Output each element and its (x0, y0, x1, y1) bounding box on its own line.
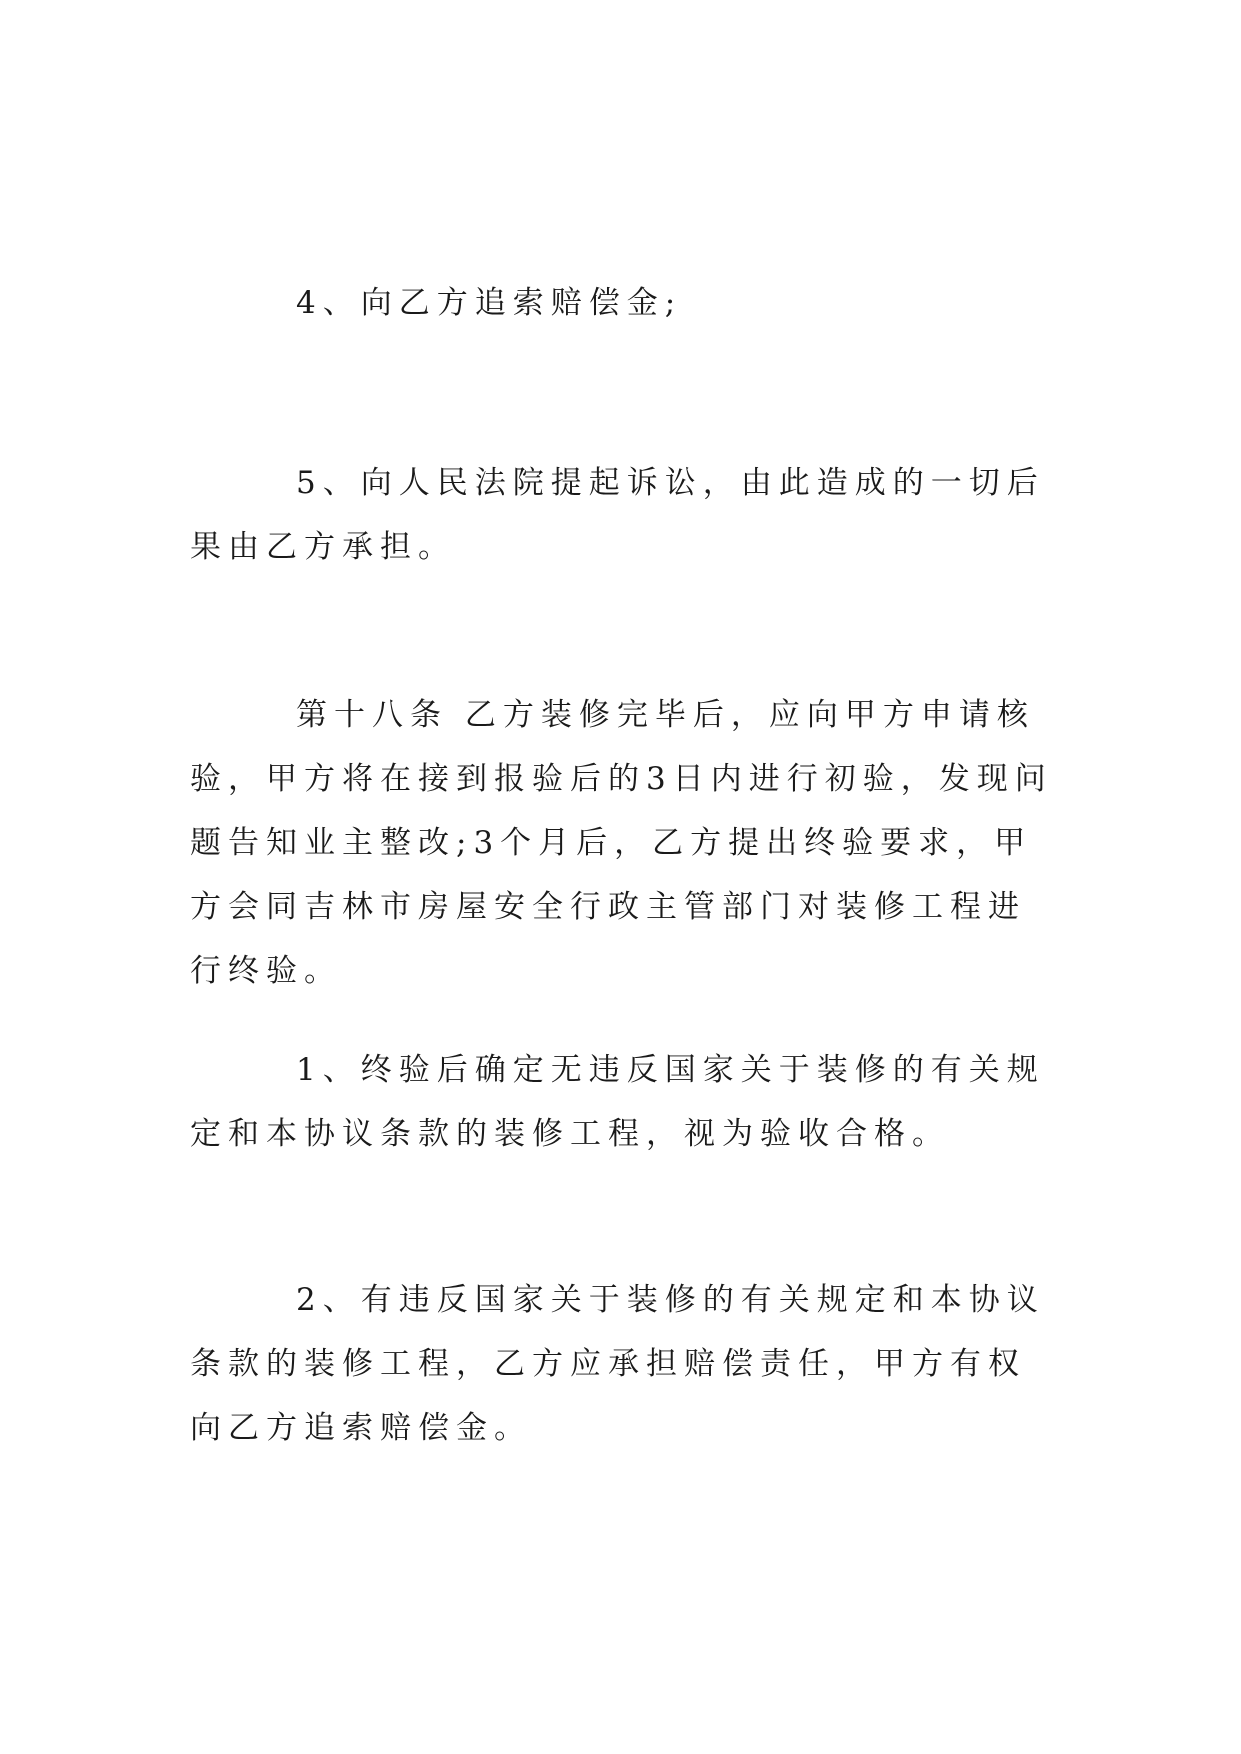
paragraph-item-4: 4、向乙方追索赔偿金; (296, 285, 683, 321)
paragraph-item-5: 5、向人民法院提起诉讼，由此造成的一切后果由乙方承担。 (190, 465, 1045, 565)
paragraph-acceptance-item-2: 2、有违反国家关于装修的有关规定和本协议条款的装修工程，乙方应承担赔偿责任，甲方有权向乙方追索赔偿金。 (190, 1282, 1045, 1446)
paragraph-article-18: 第十八条 乙方装修完毕后，应向甲方申请核验，甲方将在接到报验后的3日内进行初验，发现问题告知业主整改;3个月后，乙方提出终验要求，甲方会同吉林市房屋安全行政主管部门对装修工程进行终验。 (190, 697, 1053, 989)
paragraph-acceptance-item-1: 1、终验后确定无违反国家关于装修的有关规定和本协议条款的装修工程，视为验收合格。 (190, 1052, 1045, 1152)
